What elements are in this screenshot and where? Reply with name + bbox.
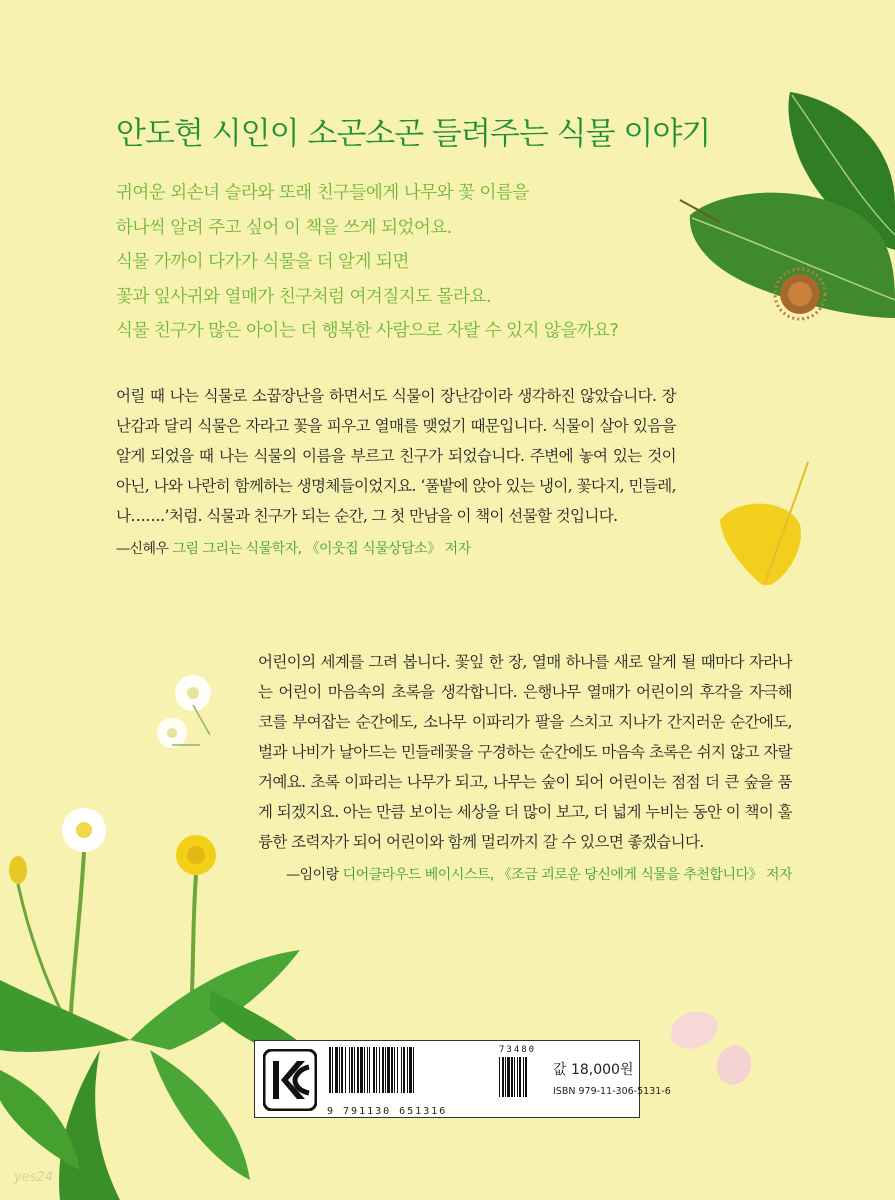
review-author: —임이랑	[286, 867, 339, 883]
intro-line: 꽃과 잎사귀와 열매가 친구처럼 여겨질지도 몰라요.	[116, 286, 491, 307]
barcode-panel	[254, 1040, 671, 1118]
pink-petals-illustration	[665, 1005, 755, 1089]
review-credit	[116, 534, 676, 564]
headline: 안도현 시인이 소곤소곤 들려주는 식물 이야기	[116, 116, 711, 152]
review-text: 어릴 때 나는 식물로 소꿉장난을 하면서도 식물이 장난감이라 생각하진 않았습니다. 장난감과 달리 식물은 자라고 꽃을 피우고 열매를 맺었기 때문입니다. 식물이 살아 있음을 알게 되었을 때 나는 식물의 이름을 부르고 친구가 되었습니다. 주변에 놓여 있는 것이 아닌, 나와 나란히 함께하는 생명체들이었지요. ‘풀밭에 앉아 있는 냉이, 꽃다지, 민들레, 나…….’처럼. 식물과 친구가 되는 순간, 그 첫 만남을 이 책이 선물할 것입니다.	[116, 387, 676, 525]
review-text: 어린이의 세계를 그려 봅니다. 꽃잎 한 장, 열매 하나를 새로 알게 될 때마다 자라나는 어린이 마음속의 초록을 생각합니다. 은행나무 열매가 어린이의 후각을 자극해 코를 부여잡는 순간에도, 소나무 이파리가 팔을 스치고 지나가 간지러운 순간에도, 벌과 나비가 날아드는 민들레꽃을 구경하는 순간에도 마음속 초록은 쉬지 않고 자랄 거예요. 초록 이파리는 나무가 되고, 나무는 숲이 되어 어린이는 점점 더 큰 숲을 품게 되겠지요. 아는 만큼 보이는 세상을 더 많이 보고, 더 넓게 누비는 동안 이 책이 훌륭한 조력자가 되어 어린이와 함께 멀리까지 갈 수 있으면 좋겠습니다.	[258, 653, 792, 851]
intro-line: 귀여운 외손녀 슬라와 또래 친구들에게 나무와 꽃 이름을	[116, 183, 529, 203]
isbn-barcode	[327, 1045, 547, 1115]
intro-line: 식물 친구가 많은 아이는 더 행복한 사람으로 자랄 수 있지 않을까요?	[116, 321, 619, 341]
review-author-role: 디어클라우드 베이시스트, 《조금 괴로운 당신에게 식물을 추천합니다》 저자	[342, 867, 792, 883]
intro-line: 식물 가까이 다가가 식물을 더 알게 되면	[116, 252, 409, 272]
review-im-irang	[258, 647, 792, 890]
kc-certification-icon	[263, 1049, 317, 1111]
review-author-role: 그림 그리는 식물학자, 《이웃집 식물상담소》 저자	[172, 541, 471, 557]
watermark: yes24	[14, 1170, 54, 1185]
barcode-addon-digits: 73480	[499, 1045, 537, 1055]
review-credit	[258, 860, 792, 890]
intro-line: 하나씩 알려 주고 싶어 이 책을 쓰게 되었어요.	[116, 217, 452, 238]
price-label: 값 18,000원	[553, 1062, 634, 1078]
review-author: —신혜우	[116, 541, 169, 557]
white-flower-illustration	[157, 675, 211, 748]
intro-paragraph	[116, 176, 756, 349]
barcode-digits: 9 791130 651316	[327, 1106, 448, 1117]
isbn-label: ISBN 979-11-306-5131-6	[553, 1086, 671, 1097]
review-shin-hyewoo	[116, 381, 676, 564]
ginkgo-leaf-illustration	[720, 462, 808, 585]
